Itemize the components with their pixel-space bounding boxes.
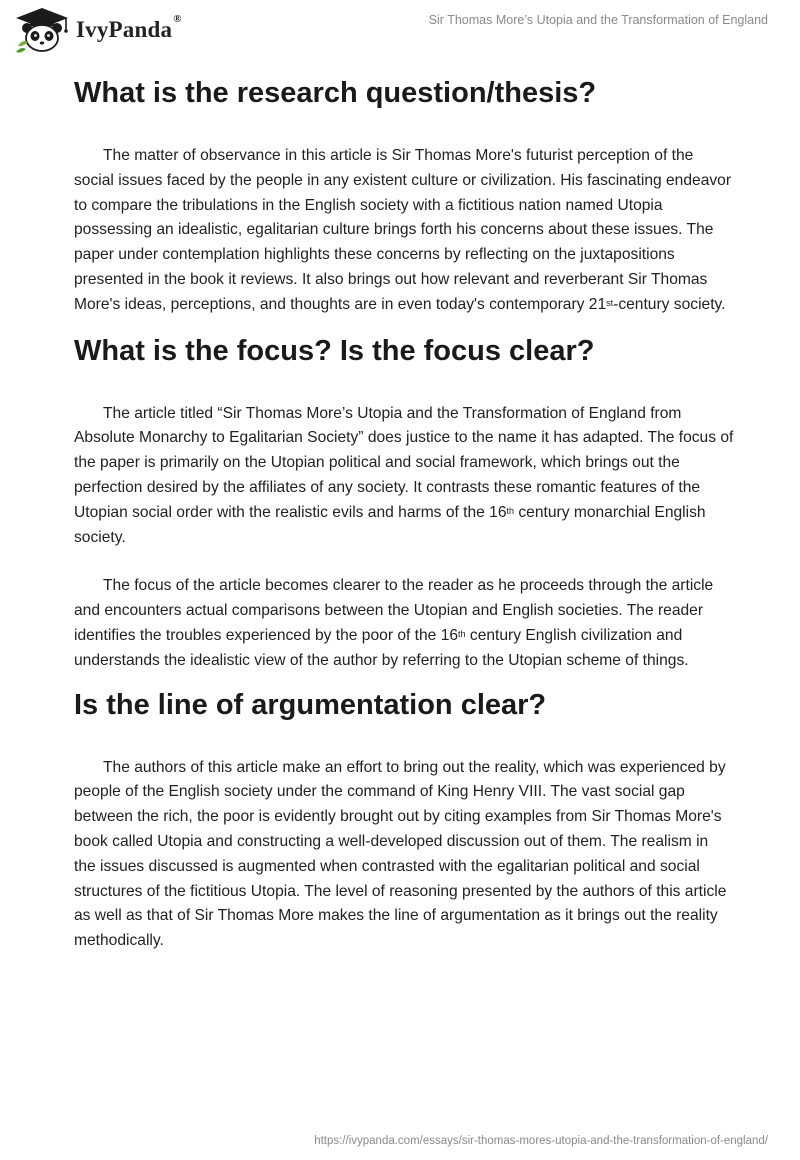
brand-name: IvyPanda® <box>76 13 182 42</box>
section-argumentation <box>74 685 734 954</box>
paragraph: The authors of this article make an effort to bring out the reality, which was experienced by people of the English society under the command of King Henry VIII. The vast social gap between the rich, the poor is evidently brought out by citing examples from Sir Thomas More's book called Utopia and constructing a well-developed discussion out of them. The realism in the issues discussed is augmented when contrasted with the egalitarian political and social structures of the fictitious Utopia. The level of reasoning presented by the authors of this article as well as that of Sir Thomas More makes the line of argumentation as it brings out the reality methodically. <box>74 758 727 950</box>
brand-logo[interactable] <box>14 6 182 54</box>
paragraph: The matter of observance in this article is Sir Thomas More's futurist perception of the social issues faced by the people in any existent culture or civilization. His fascinating endeavor to compare the tribulations in the English society with a fictitious nation named Utopia possessing an idealistic, egalitarian culture brings forth his concerns about these issues. The paper under contemplation highlights these concerns by reflecting on the juxtapositions presented in the book it reviews. It also brings out how relevant and reverberant Sir Thomas More's ideas, perceptions, and thoughts are in even today's contemporary 21st-century society. <box>74 147 732 313</box>
running-title: Sir Thomas More’s Utopia and the Transformation of England <box>428 13 768 27</box>
section-heading: What is the research question/thesis? <box>74 77 597 109</box>
footer-url-link[interactable]: https://ivypanda.com/essays/sir-thomas-mores-utopia-and-the-transformation-of-england/ <box>314 1135 768 1147</box>
section-heading: What is the focus? Is the focus clear? <box>74 334 595 367</box>
panda-graduate-icon <box>14 6 70 54</box>
article-body <box>74 70 734 954</box>
section-research-question <box>74 73 734 318</box>
section-focus <box>74 331 734 674</box>
paragraph: The focus of the article becomes clearer to the reader as he proceeds through the article and encounters actual comparisons between the Utopian and English societies. The reader identifies the troubles experienced by the poor of the 16th century English civilization and understands the idealistic view of the author by referring to the Utopian scheme of things. <box>74 577 714 669</box>
section-heading: Is the line of argumentation clear? <box>74 688 547 721</box>
paragraph: The article titled “Sir Thomas More’s Utopia and the Transformation of England from Absolute Monarchy to Egalitarian Society” does justice to the name it has adapted. The focus of the paper is primarily on the Utopian political and social framework, which brings out the perfection desired by the affiliates of any society. It contrasts these romantic features of the Utopian social order with the realistic evils and harms of the 16th century monarchial English society. <box>74 404 734 546</box>
page-header <box>0 0 800 60</box>
